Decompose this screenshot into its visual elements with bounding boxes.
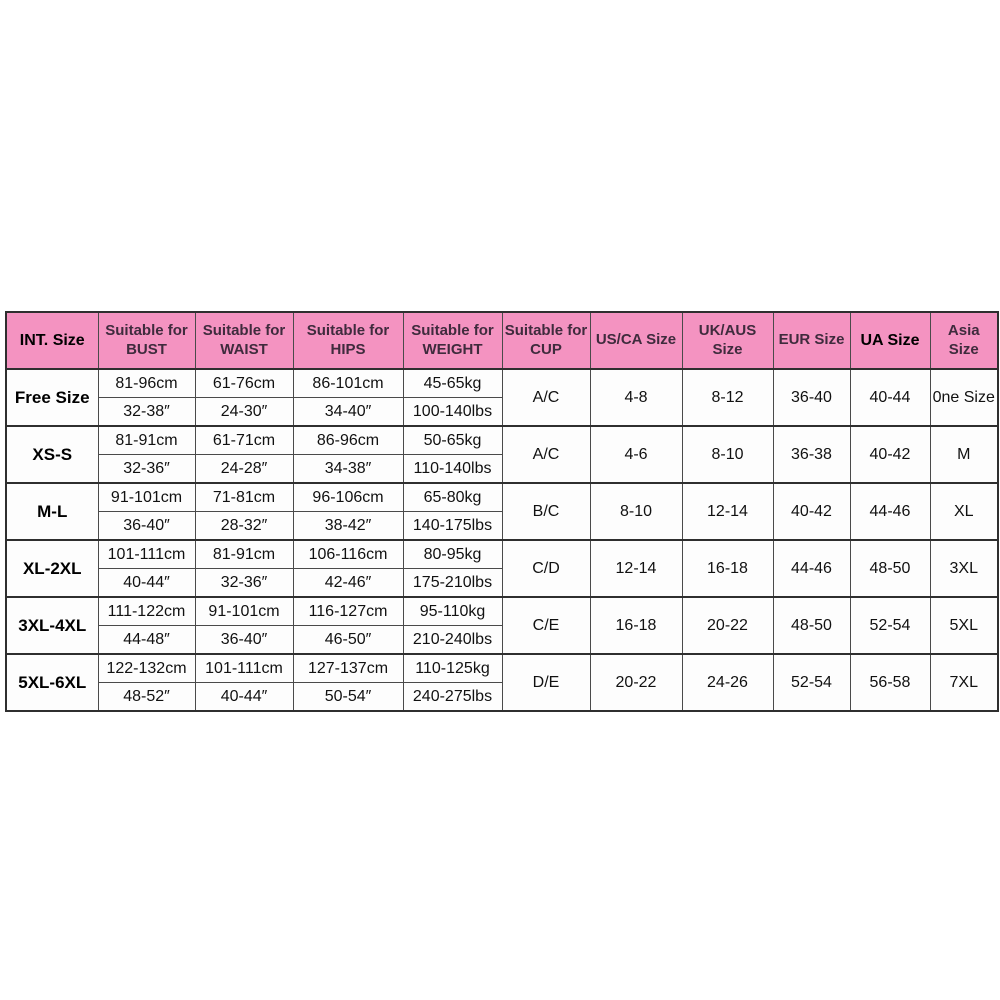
- cell-weight-imperial: 175-210lbs: [403, 569, 502, 598]
- size-chart-body: [6, 369, 998, 711]
- cell-eur: 40-42: [773, 483, 850, 540]
- table-row-metric: [6, 483, 998, 512]
- cell-us-ca: 4-6: [590, 426, 682, 483]
- cell-bust-metric: 101-111cm: [98, 540, 195, 569]
- cell-bust-metric: 111-122cm: [98, 597, 195, 626]
- cell-hips-imperial: 38-42″: [293, 512, 403, 541]
- cell-eur: 36-38: [773, 426, 850, 483]
- column-header-ua: UA Size: [850, 312, 930, 369]
- column-header-bust: Suitable for BUST: [98, 312, 195, 369]
- cell-waist-imperial: 28-32″: [195, 512, 293, 541]
- cell-uk-aus: 8-10: [682, 426, 773, 483]
- cell-waist-imperial: 36-40″: [195, 626, 293, 655]
- cell-hips-imperial: 50-54″: [293, 683, 403, 712]
- table-row-metric: [6, 426, 998, 455]
- cell-cup: D/E: [502, 654, 590, 711]
- cell-weight-metric: 110-125kg: [403, 654, 502, 683]
- cell-waist-metric: 91-101cm: [195, 597, 293, 626]
- size-chart-table: [5, 311, 999, 712]
- column-header-int-size: INT. Size: [6, 312, 98, 369]
- cell-ua: 52-54: [850, 597, 930, 654]
- cell-uk-aus: 8-12: [682, 369, 773, 426]
- cell-hips-metric: 96-106cm: [293, 483, 403, 512]
- cell-uk-aus: 12-14: [682, 483, 773, 540]
- column-header-us-ca: US/CA Size: [590, 312, 682, 369]
- cell-int-size: M-L: [6, 483, 98, 540]
- cell-waist-metric: 71-81cm: [195, 483, 293, 512]
- cell-bust-metric: 91-101cm: [98, 483, 195, 512]
- column-header-uk-aus: UK/AUS Size: [682, 312, 773, 369]
- cell-int-size: XS-S: [6, 426, 98, 483]
- cell-waist-metric: 101-111cm: [195, 654, 293, 683]
- cell-bust-imperial: 32-36″: [98, 455, 195, 484]
- cell-asia: 3XL: [930, 540, 998, 597]
- cell-bust-metric: 81-91cm: [98, 426, 195, 455]
- column-header-asia: Asia Size: [930, 312, 998, 369]
- cell-waist-imperial: 32-36″: [195, 569, 293, 598]
- cell-us-ca: 8-10: [590, 483, 682, 540]
- cell-cup: A/C: [502, 369, 590, 426]
- cell-bust-imperial: 32-38″: [98, 398, 195, 427]
- cell-weight-metric: 80-95kg: [403, 540, 502, 569]
- table-row-metric: [6, 654, 998, 683]
- cell-asia: M: [930, 426, 998, 483]
- cell-hips-metric: 127-137cm: [293, 654, 403, 683]
- cell-bust-imperial: 44-48″: [98, 626, 195, 655]
- cell-weight-metric: 65-80kg: [403, 483, 502, 512]
- table-row-metric: [6, 540, 998, 569]
- cell-uk-aus: 16-18: [682, 540, 773, 597]
- cell-eur: 52-54: [773, 654, 850, 711]
- cell-waist-metric: 61-76cm: [195, 369, 293, 398]
- column-header-weight: Suitable for WEIGHT: [403, 312, 502, 369]
- cell-hips-imperial: 46-50″: [293, 626, 403, 655]
- cell-hips-metric: 116-127cm: [293, 597, 403, 626]
- cell-weight-metric: 45-65kg: [403, 369, 502, 398]
- cell-bust-imperial: 48-52″: [98, 683, 195, 712]
- cell-bust-metric: 122-132cm: [98, 654, 195, 683]
- header-row: [6, 312, 998, 369]
- cell-int-size: 3XL-4XL: [6, 597, 98, 654]
- cell-int-size: 5XL-6XL: [6, 654, 98, 711]
- cell-waist-imperial: 40-44″: [195, 683, 293, 712]
- cell-asia: 7XL: [930, 654, 998, 711]
- cell-bust-imperial: 40-44″: [98, 569, 195, 598]
- cell-bust-metric: 81-96cm: [98, 369, 195, 398]
- cell-weight-imperial: 140-175lbs: [403, 512, 502, 541]
- cell-waist-metric: 81-91cm: [195, 540, 293, 569]
- cell-hips-metric: 86-96cm: [293, 426, 403, 455]
- cell-uk-aus: 24-26: [682, 654, 773, 711]
- cell-asia: XL: [930, 483, 998, 540]
- cell-ua: 40-42: [850, 426, 930, 483]
- cell-weight-imperial: 100-140lbs: [403, 398, 502, 427]
- table-row-metric: [6, 369, 998, 398]
- cell-hips-metric: 86-101cm: [293, 369, 403, 398]
- cell-int-size: XL-2XL: [6, 540, 98, 597]
- cell-weight-imperial: 110-140lbs: [403, 455, 502, 484]
- cell-us-ca: 16-18: [590, 597, 682, 654]
- cell-waist-imperial: 24-30″: [195, 398, 293, 427]
- cell-ua: 44-46: [850, 483, 930, 540]
- cell-ua: 56-58: [850, 654, 930, 711]
- cell-eur: 36-40: [773, 369, 850, 426]
- cell-hips-imperial: 42-46″: [293, 569, 403, 598]
- column-header-eur: EUR Size: [773, 312, 850, 369]
- cell-weight-metric: 95-110kg: [403, 597, 502, 626]
- cell-us-ca: 12-14: [590, 540, 682, 597]
- cell-asia: 0ne Size: [930, 369, 998, 426]
- size-chart: [5, 311, 997, 712]
- cell-weight-imperial: 210-240lbs: [403, 626, 502, 655]
- cell-weight-metric: 50-65kg: [403, 426, 502, 455]
- cell-waist-metric: 61-71cm: [195, 426, 293, 455]
- cell-cup: C/E: [502, 597, 590, 654]
- cell-bust-imperial: 36-40″: [98, 512, 195, 541]
- cell-ua: 40-44: [850, 369, 930, 426]
- cell-eur: 48-50: [773, 597, 850, 654]
- column-header-cup: Suitable for CUP: [502, 312, 590, 369]
- column-header-waist: Suitable for WAIST: [195, 312, 293, 369]
- cell-ua: 48-50: [850, 540, 930, 597]
- cell-us-ca: 4-8: [590, 369, 682, 426]
- cell-int-size: Free Size: [6, 369, 98, 426]
- cell-hips-imperial: 34-38″: [293, 455, 403, 484]
- cell-hips-metric: 106-116cm: [293, 540, 403, 569]
- cell-cup: A/C: [502, 426, 590, 483]
- cell-hips-imperial: 34-40″: [293, 398, 403, 427]
- cell-asia: 5XL: [930, 597, 998, 654]
- table-row-metric: [6, 597, 998, 626]
- cell-cup: C/D: [502, 540, 590, 597]
- cell-uk-aus: 20-22: [682, 597, 773, 654]
- cell-us-ca: 20-22: [590, 654, 682, 711]
- cell-waist-imperial: 24-28″: [195, 455, 293, 484]
- column-header-hips: Suitable for HIPS: [293, 312, 403, 369]
- cell-cup: B/C: [502, 483, 590, 540]
- cell-weight-imperial: 240-275lbs: [403, 683, 502, 712]
- cell-eur: 44-46: [773, 540, 850, 597]
